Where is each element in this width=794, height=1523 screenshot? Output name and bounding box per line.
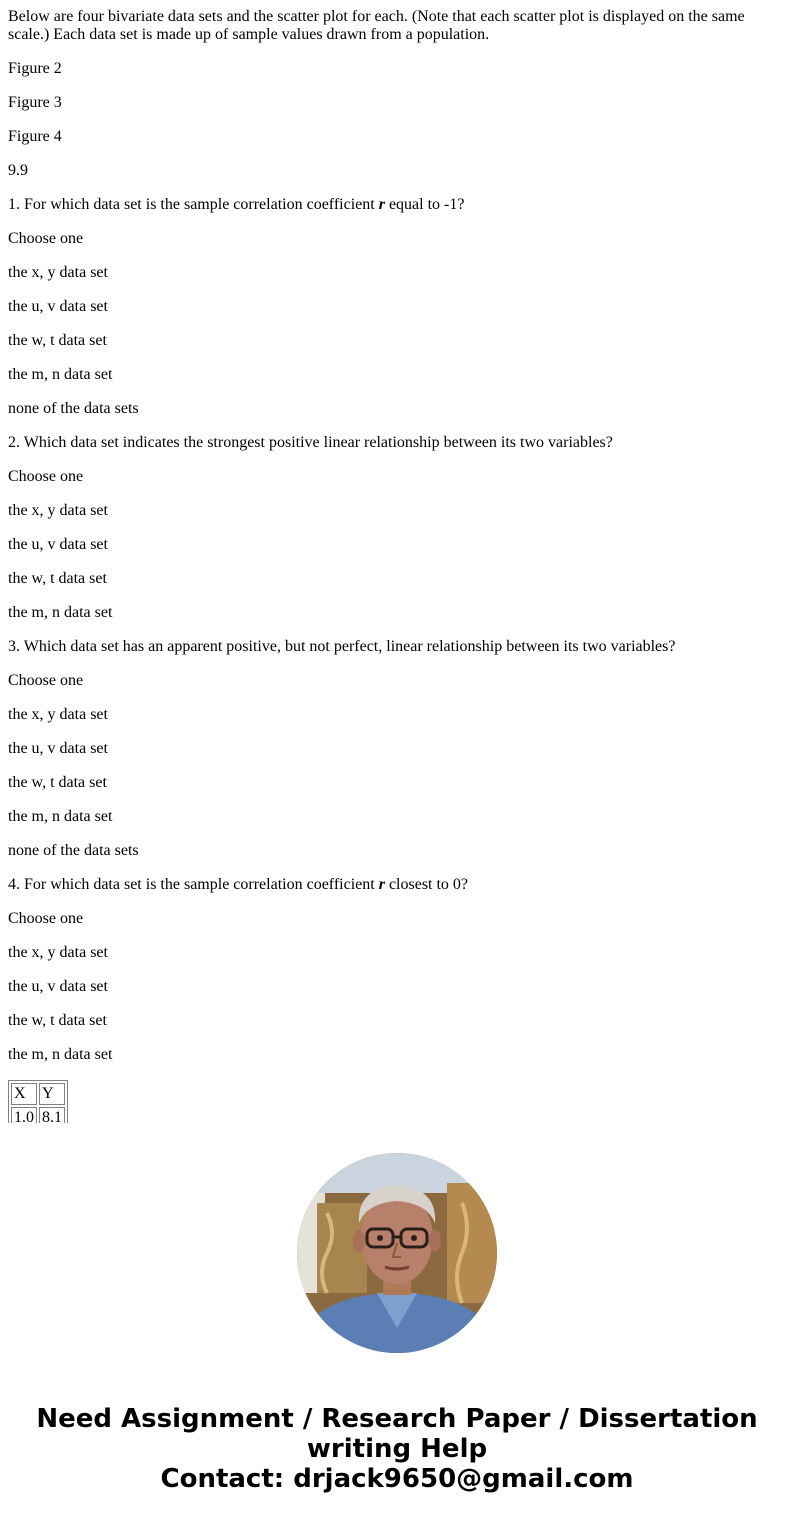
data-table-viewport xyxy=(8,1080,68,1123)
help-banner-line-1: Need Assignment / Research Paper / Dissertation xyxy=(36,1404,758,1434)
table-header-cell: Y xyxy=(39,1083,65,1105)
question-4-option[interactable]: the x, y data set xyxy=(8,944,108,961)
question-2-option[interactable]: the x, y data set xyxy=(8,502,108,519)
question-4-prompt: Choose one xyxy=(8,910,84,927)
question-3-option[interactable]: the w, t data set xyxy=(8,774,107,791)
question-1-suffix: equal to -1? xyxy=(384,196,465,213)
table-header-cell: X xyxy=(11,1083,37,1105)
table-cell: 1.0 xyxy=(11,1107,37,1123)
question-1-prefix: 1. For which data set is the sample correlation coefficient xyxy=(8,196,379,213)
question-2: 2. Which data set indicates the strongest positive linear relationship between its two variables? xyxy=(8,434,613,451)
question-4-option[interactable]: the u, v data set xyxy=(8,978,108,995)
question-2-prompt: Choose one xyxy=(8,468,84,485)
help-banner-line-2: writing Help xyxy=(306,1434,488,1464)
question-1-option[interactable]: none of the data sets xyxy=(8,400,139,417)
avatar-portrait xyxy=(297,1153,497,1353)
question-1-option[interactable]: the u, v data set xyxy=(8,298,108,315)
help-banner xyxy=(0,1404,794,1494)
question-3-option[interactable]: the x, y data set xyxy=(8,706,108,723)
figure-2-label: Figure 2 xyxy=(8,60,62,77)
question-1 xyxy=(8,196,464,214)
figure-3-label: Figure 3 xyxy=(8,94,62,111)
question-4-prefix: 4. For which data set is the sample correlation coefficient xyxy=(8,876,379,893)
question-4-option[interactable]: the w, t data set xyxy=(8,1012,107,1029)
question-4-suffix: closest to 0? xyxy=(384,876,469,893)
question-3-option[interactable]: the m, n data set xyxy=(8,808,113,825)
table-cell: 8.1 xyxy=(39,1107,65,1123)
page-content xyxy=(8,0,786,44)
question-3-prompt: Choose one xyxy=(8,672,84,689)
question-3-option[interactable]: the u, v data set xyxy=(8,740,108,757)
table-row xyxy=(11,1107,65,1123)
r-symbol: r xyxy=(378,196,385,213)
data-table xyxy=(8,1080,68,1123)
question-2-option[interactable]: the u, v data set xyxy=(8,536,108,553)
question-1-prompt: Choose one xyxy=(8,230,84,247)
question-3: 3. Which data set has an apparent positive, but not perfect, linear relationship between its two variables? xyxy=(8,638,676,655)
help-banner-contact: Contact: drjack9650@gmail.com xyxy=(160,1464,634,1494)
question-4 xyxy=(8,876,468,894)
question-2-option[interactable]: the w, t data set xyxy=(8,570,107,587)
question-1-option[interactable]: the m, n data set xyxy=(8,366,113,383)
table-header-row xyxy=(11,1083,65,1105)
question-3-option[interactable]: none of the data sets xyxy=(8,842,139,859)
question-1-option[interactable]: the w, t data set xyxy=(8,332,107,349)
question-2-option[interactable]: the m, n data set xyxy=(8,604,113,621)
r-symbol: r xyxy=(378,876,385,893)
question-4-option[interactable]: the m, n data set xyxy=(8,1046,113,1063)
avatar xyxy=(297,1153,497,1353)
question-1-option[interactable]: the x, y data set xyxy=(8,264,108,281)
stray-value: 9.9 xyxy=(8,162,28,179)
figure-4-label: Figure 4 xyxy=(8,128,62,145)
intro-paragraph: Below are four bivariate data sets and the scatter plot for each. (Note that each scatter plot is displayed on the same scale.) Each data set is made up of sample values drawn from a population. xyxy=(8,8,745,43)
